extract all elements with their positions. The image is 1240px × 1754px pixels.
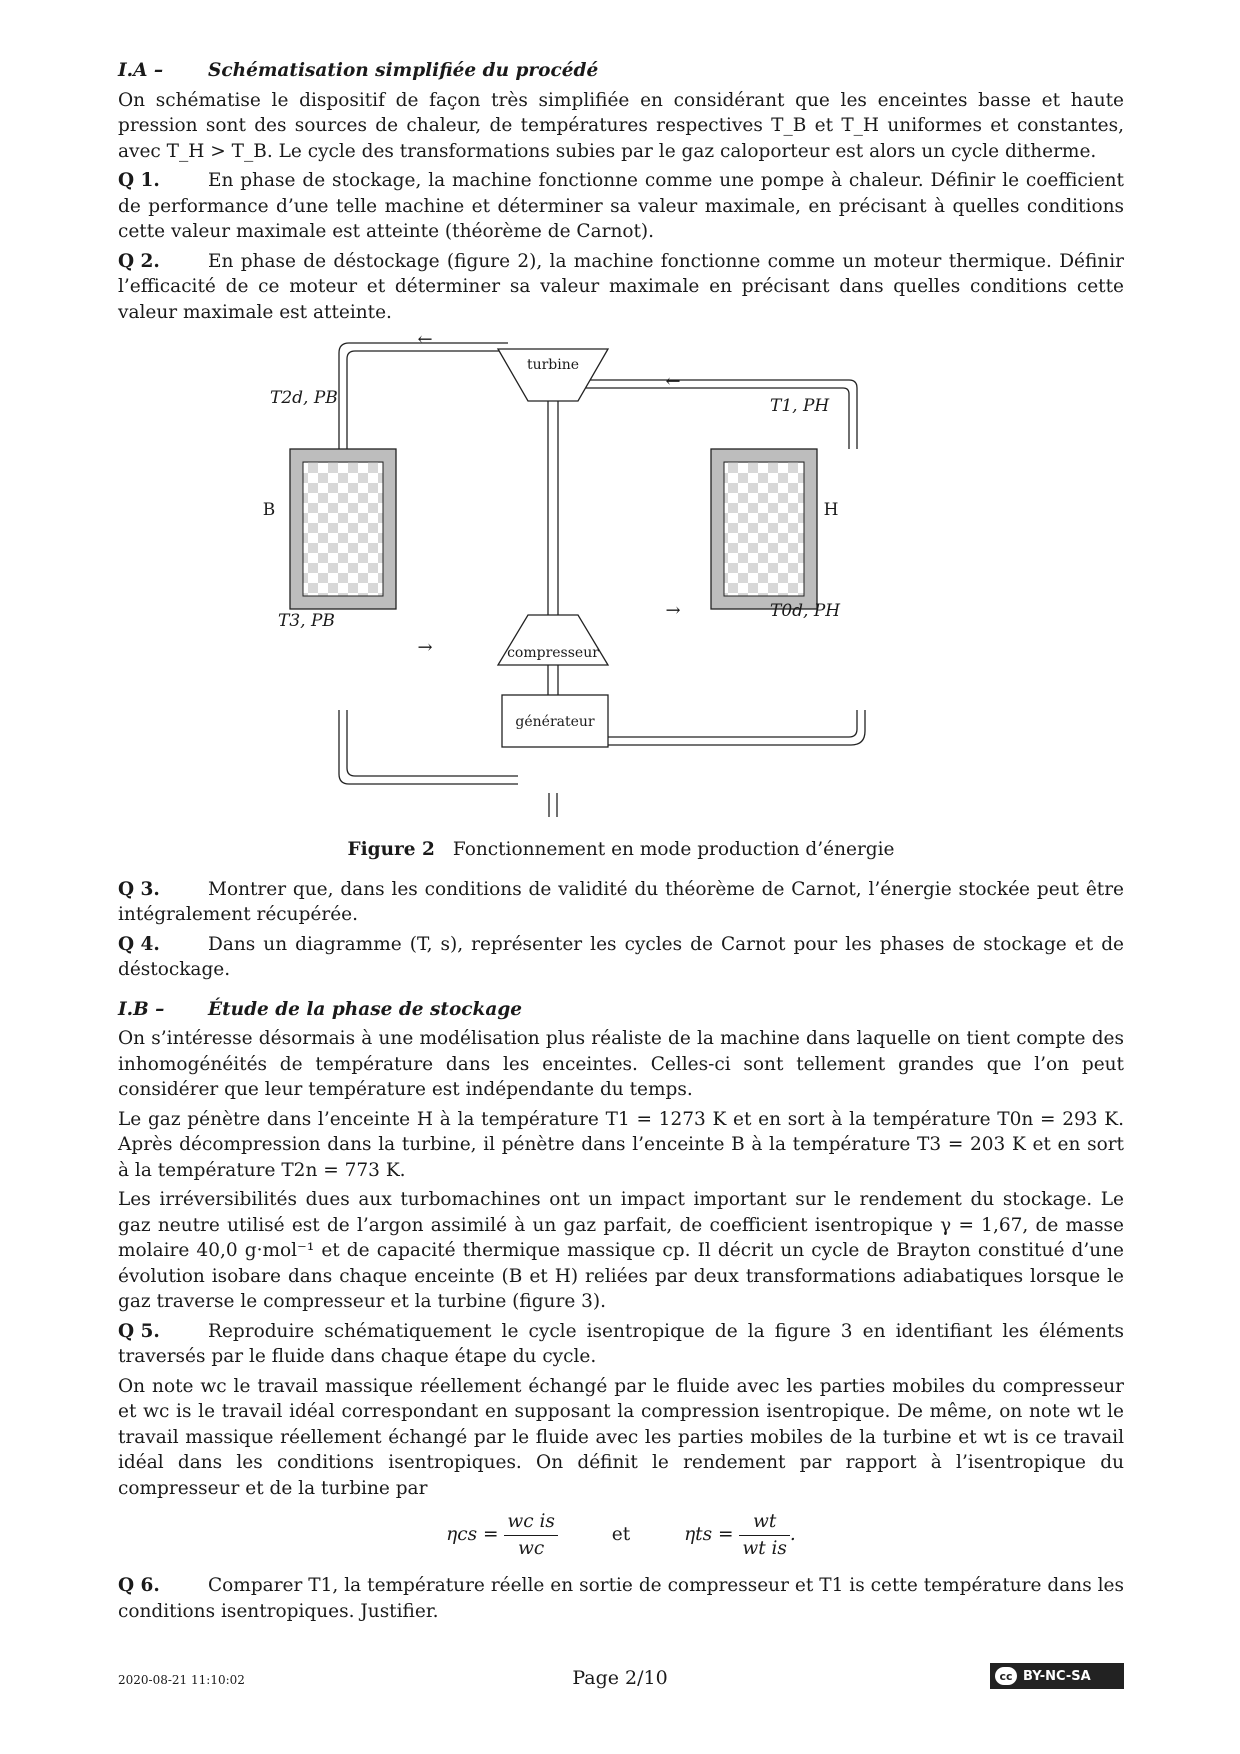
eta-c-lhs: ηcs = [446,1524,499,1545]
flow-arrow-bottom: → [417,637,433,658]
paragraph-ib-2: Le gaz pénètre dans l’enceinte H à la température T1 = 1273 K et en sort à la température T0n = 293 K. Après décompression dans la turbine, il pénètre dans l’enceinte B à la température T3 = 203 K et en sort à la température T2n = 773 K. [118,1108,1124,1181]
section-heading-ib [118,997,1124,1023]
section-title: Schématisation simplifiée du procédé [208,60,599,81]
denominator-t: wt is [742,1537,787,1559]
figure-2-diagram [118,333,1124,833]
enclosure-B [290,449,396,609]
paragraph-ib-3: Les irréversibilités dues aux turbomachines ont un impact important sur le rendement du stockage. Le gaz neutre utilisé est de l’argon assimilé à un gaz parfait, de coefficient isentropique γ = 1,67, de masse molaire 40,0 g·mol⁻¹ et de capacité thermique massique cp. Il décrit un cycle de Brayton constitué d’une évolution isobare dans chaque enceinte (B et H) reliées par deux transformations adiabatiques lorsque le gaz traverse le compresseur et la turbine (figure 3). [118,1189,1124,1312]
question-label: Q 1. [118,170,160,191]
numerator-t: wt [739,1509,790,1536]
license-text: BY-NC-SA [1023,1668,1091,1684]
state-t1-label: T1, PH [770,396,830,416]
question-text: Montrer que, dans les conditions de validité du théorème de Carnot, l’énergie stockée peut être intégralement récupérée. [118,878,1124,925]
enclosure-H [711,449,817,609]
paragraph-work-definitions: On note wc le travail massique réellement échangé par le fluide avec les parties mobiles du compresseur et wc is le travail idéal correspondant en supposant la compression isentropique. De même, on note wt le travail massique réellement échangé par le fluide avec les parties mobiles de la turbine et wt is ce travail idéal dans les conditions isentropiques. On définit le rendement par rapport à l’isentropique du compresseur et de la turbine par [118,1375,1124,1499]
question-3 [118,877,1124,928]
state-t3-label: T3, PB [278,611,335,631]
flow-arrow-right-bottom: → [665,600,681,621]
caption-label: Figure 2 [347,839,435,860]
paragraph-ib-1: On s’intéresse désormais à une modélisation plus réaliste de la machine dans laquelle on tient compte des inhomogénéités de température dans les enceintes. Celles-ci sont tellement grandes que l’on peut considérer que leur température est indépendante du temps. [118,1028,1124,1100]
question-text: Comparer T1, la température réelle en sortie de compresseur et T1 is cette température dans les conditions isentropiques. Justifier. [118,1575,1124,1622]
enclosure-H-label: H [823,500,839,520]
section-title: Étude de la phase de stockage [208,998,523,1020]
eta-t-lhs: ηts = [684,1524,734,1545]
question-label: Q 5. [118,1320,160,1342]
question-1 [118,168,1124,245]
state-t2d-label: T2d, PB [270,388,338,408]
flow-arrow-right-top: ← [665,371,681,392]
footer-timestamp: 2020-08-21 11:10:02 [118,1673,245,1687]
generator-label: générateur [515,714,595,730]
question-label: Q 2. [118,250,160,272]
turbine-label: turbine [526,357,580,373]
diagram-svg [118,333,1124,833]
question-label: Q 6. [118,1575,160,1596]
section-number: I.A – [118,60,164,81]
denominator-c: wc [518,1537,545,1559]
question-label: Q 4. [118,933,160,955]
flow-arrow-top: ← [417,333,433,350]
section-heading-ia [118,58,1124,84]
paragraph-intro: On schématise le dispositif de façon très simplifiée en considérant que les enceintes basse et haute pression sont des sources de chaleur, de températures respectives T_B et T_H uniformes et constantes, avec T_H > T_B. Le cycle des transformations subies par le gaz caloporteur est alors un cycle ditherme. [118,89,1124,162]
question-4 [118,932,1124,983]
caption-text: Fonctionnement en mode production d’énergie [452,839,895,860]
license-badge[interactable] [990,1663,1124,1689]
compressor-label: compresseur [507,645,599,661]
question-text: En phase de déstockage (figure 2), la machine fonctionne comme un moteur thermique. Définir l’efficacité de ce moteur et déterminer sa valeur maximale en précisant dans quelles conditions cette valeur maximale est atteinte. [118,250,1124,323]
fraction-c [504,1509,558,1561]
question-text: En phase de stockage, la machine fonctionne comme une pompe à chaleur. Définir le coefficient de performance d’une telle machine et déterminer sa valeur maximale, en précisant à quelles conditions cette valeur maximale est atteinte (théorème de Carnot). [118,170,1124,242]
section-number: I.B – [118,998,165,1020]
question-2 [118,249,1124,326]
question-6 [118,1573,1124,1624]
efficiency-equation: ηcs = $\frac{\text{wc is}}{wc}$ et ηts = $\frac{wt}{\text{wt is}}$ . [118,1509,1124,1561]
question-text: Dans un diagramme (T, s), représenter les cycles de Carnot pour les phases de stockage et de déstockage. [118,933,1124,980]
question-text: Reproduire schématiquement le cycle isentropique de la figure 3 en identifiant les éléments traversés par le fluide dans chaque étape du cycle. [118,1320,1124,1367]
numerator-c: wc is [504,1509,558,1536]
question-5 [118,1319,1124,1370]
figure-caption [118,837,1124,863]
footer-page-number: Page 2/10 [572,1667,668,1689]
enclosure-B-label: B [262,500,276,520]
question-label: Q 3. [118,878,160,900]
state-t0d-label: T0d, PH [770,601,841,621]
creative-commons-icon: cc [995,1667,1017,1685]
fraction-t [739,1509,790,1561]
eq-conjunction: et [611,1524,631,1545]
page-content [118,58,1124,1628]
